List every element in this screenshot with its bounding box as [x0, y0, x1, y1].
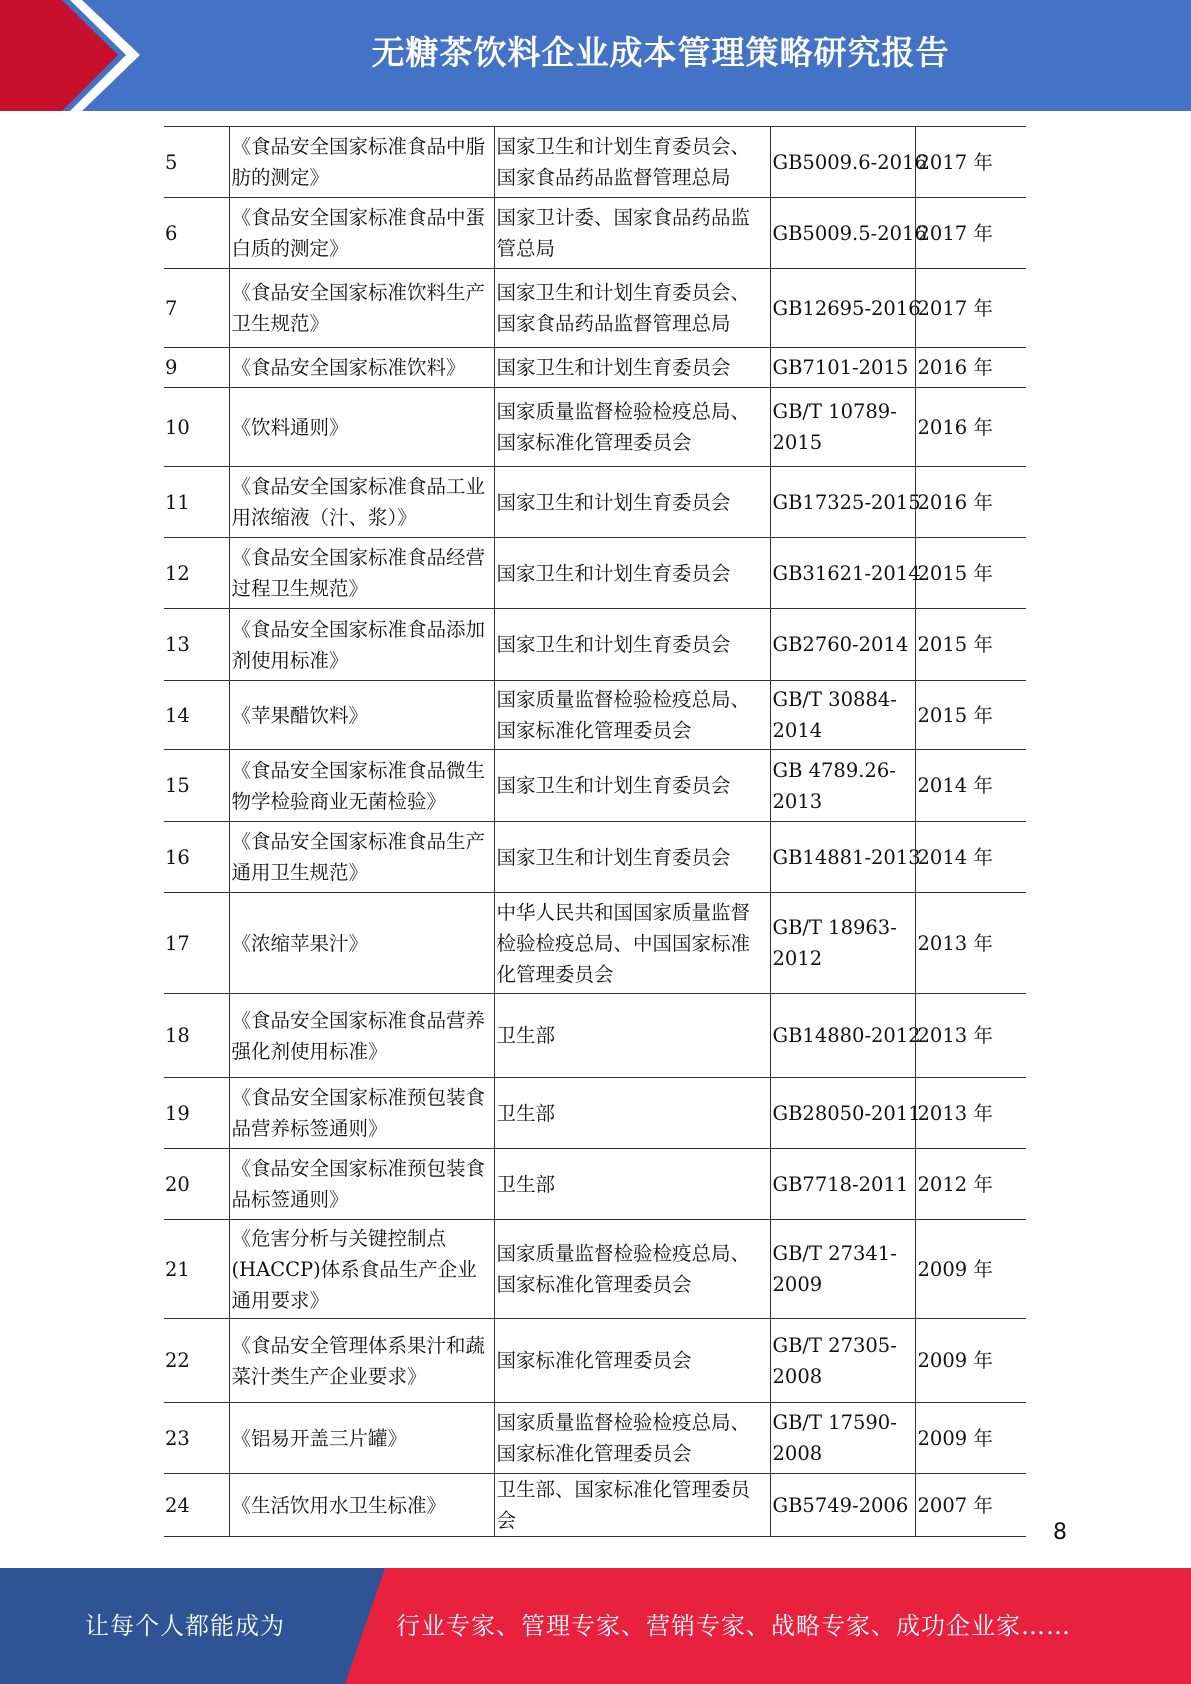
standard-code: GB/T 27341-2009 — [770, 1220, 915, 1319]
table-row — [164, 348, 1026, 388]
standard-name: 《食品安全国家标准食品经营过程卫生规范》 — [229, 538, 494, 609]
issuing-authority: 国家卫生和计划生育委员会、国家食品药品监督管理总局 — [494, 127, 770, 198]
standard-code: GB/T 30884-2014 — [770, 681, 915, 750]
effective-year: 2016 年 — [915, 467, 1026, 538]
standard-name: 《食品安全国家标准预包装食品标签通则》 — [229, 1149, 494, 1220]
standard-code: GB17325-2015 — [770, 467, 915, 538]
standard-name: 《饮料通则》 — [229, 388, 494, 467]
footer-slogan-right: 行业专家、管理专家、营销专家、战略专家、成功企业家…… — [396, 1612, 1071, 1640]
standard-name: 《食品安全国家标准食品生产通用卫生规范》 — [229, 822, 494, 893]
page-number: 8 — [1053, 1520, 1067, 1545]
standard-code: GB14881-2013 — [770, 822, 915, 893]
table-row — [164, 822, 1026, 893]
effective-year: 2015 年 — [915, 538, 1026, 609]
issuing-authority: 国家质量监督检验检疫总局、国家标准化管理委员会 — [494, 1220, 770, 1319]
standard-code: GB/T 27305-2008 — [770, 1319, 915, 1403]
footer-slogan-left: 让每个人都能成为 — [85, 1612, 285, 1640]
table-row — [164, 1220, 1026, 1319]
standard-name: 《食品安全国家标准食品工业用浓缩液（汁、浆）》 — [229, 467, 494, 538]
standards-table-container — [164, 126, 1027, 1532]
standard-code: GB12695-2016 — [770, 269, 915, 348]
row-number: 9 — [164, 348, 229, 388]
row-number: 15 — [164, 750, 229, 822]
row-number: 20 — [164, 1149, 229, 1220]
standards-table-body — [164, 127, 1026, 1537]
row-number: 23 — [164, 1403, 229, 1474]
standard-code: GB14880-2012 — [770, 994, 915, 1078]
table-row — [164, 538, 1026, 609]
issuing-authority: 卫生部 — [494, 1149, 770, 1220]
standard-name: 《食品安全国家标准食品中蛋白质的测定》 — [229, 198, 494, 269]
issuing-authority: 卫生部、国家标准化管理委员会 — [494, 1474, 770, 1537]
row-number: 24 — [164, 1474, 229, 1537]
row-number: 12 — [164, 538, 229, 609]
table-row — [164, 269, 1026, 348]
effective-year: 2017 年 — [915, 198, 1026, 269]
row-number: 16 — [164, 822, 229, 893]
effective-year: 2015 年 — [915, 609, 1026, 681]
effective-year: 2009 年 — [915, 1403, 1026, 1474]
row-number: 11 — [164, 467, 229, 538]
row-number: 5 — [164, 127, 229, 198]
standard-name: 《食品安全国家标准饮料生产卫生规范》 — [229, 269, 494, 348]
issuing-authority: 国家卫生和计划生育委员会 — [494, 348, 770, 388]
table-row — [164, 1078, 1026, 1149]
standard-code: GB31621-2014 — [770, 538, 915, 609]
effective-year: 2017 年 — [915, 127, 1026, 198]
table-row — [164, 994, 1026, 1078]
row-number: 14 — [164, 681, 229, 750]
table-row — [164, 609, 1026, 681]
issuing-authority: 卫生部 — [494, 1078, 770, 1149]
table-row — [164, 198, 1026, 269]
standard-code: GB5009.5-2016 — [770, 198, 915, 269]
standard-code: GB/T 18963-2012 — [770, 893, 915, 994]
row-number: 6 — [164, 198, 229, 269]
effective-year: 2013 年 — [915, 994, 1026, 1078]
row-number: 19 — [164, 1078, 229, 1149]
row-number: 21 — [164, 1220, 229, 1319]
standard-name: 《生活饮用水卫生标准》 — [229, 1474, 494, 1537]
standard-code: GB5009.6-2016 — [770, 127, 915, 198]
issuing-authority: 国家质量监督检验检疫总局、国家标准化管理委员会 — [494, 681, 770, 750]
table-row — [164, 1149, 1026, 1220]
standard-code: GB7718-2011 — [770, 1149, 915, 1220]
table-row — [164, 467, 1026, 538]
issuing-authority: 国家质量监督检验检疫总局、国家标准化管理委员会 — [494, 1403, 770, 1474]
header-arrow-decoration — [0, 0, 150, 111]
effective-year: 2016 年 — [915, 348, 1026, 388]
standard-code: GB/T 10789-2015 — [770, 388, 915, 467]
issuing-authority: 国家质量监督检验检疫总局、国家标准化管理委员会 — [494, 388, 770, 467]
row-number: 22 — [164, 1319, 229, 1403]
standard-name: 《食品安全国家标准饮料》 — [229, 348, 494, 388]
row-number: 13 — [164, 609, 229, 681]
issuing-authority: 卫生部 — [494, 994, 770, 1078]
standard-code: GB/T 17590-2008 — [770, 1403, 915, 1474]
standard-code: GB 4789.26-2013 — [770, 750, 915, 822]
row-number: 18 — [164, 994, 229, 1078]
effective-year: 2017 年 — [915, 269, 1026, 348]
standard-name: 《铝易开盖三片罐》 — [229, 1403, 494, 1474]
standard-name: 《危害分析与关键控制点(HACCP)体系食品生产企业通用要求》 — [229, 1220, 494, 1319]
row-number: 17 — [164, 893, 229, 994]
issuing-authority: 国家标准化管理委员会 — [494, 1319, 770, 1403]
row-number: 7 — [164, 269, 229, 348]
table-row — [164, 1474, 1026, 1537]
issuing-authority: 国家卫生和计划生育委员会 — [494, 467, 770, 538]
standard-name: 《食品安全国家标准食品添加剂使用标准》 — [229, 609, 494, 681]
issuing-authority: 国家卫生和计划生育委员会 — [494, 609, 770, 681]
effective-year: 2009 年 — [915, 1319, 1026, 1403]
standard-name: 《食品安全管理体系果汁和蔬菜汁类生产企业要求》 — [229, 1319, 494, 1403]
page-header — [0, 0, 1191, 111]
effective-year: 2007 年 — [915, 1474, 1026, 1537]
effective-year: 2016 年 — [915, 388, 1026, 467]
row-number: 10 — [164, 388, 229, 467]
table-row — [164, 750, 1026, 822]
standard-name: 《食品安全国家标准预包装食品营养标签通则》 — [229, 1078, 494, 1149]
effective-year: 2013 年 — [915, 893, 1026, 994]
standard-name: 《苹果醋饮料》 — [229, 681, 494, 750]
effective-year: 2015 年 — [915, 681, 1026, 750]
standard-code: GB5749-2006 — [770, 1474, 915, 1537]
standard-name: 《食品安全国家标准食品中脂肪的测定》 — [229, 127, 494, 198]
effective-year: 2013 年 — [915, 1078, 1026, 1149]
issuing-authority: 中华人民共和国国家质量监督检验检疫总局、中国国家标准化管理委员会 — [494, 893, 770, 994]
standard-name: 《食品安全国家标准食品微生物学检验商业无菌检验》 — [229, 750, 494, 822]
effective-year: 2014 年 — [915, 822, 1026, 893]
issuing-authority: 国家卫生和计划生育委员会、国家食品药品监督管理总局 — [494, 269, 770, 348]
page-footer — [0, 1568, 1191, 1684]
standard-code: GB28050-2011 — [770, 1078, 915, 1149]
standards-table — [164, 126, 1026, 1537]
table-row — [164, 127, 1026, 198]
issuing-authority: 国家卫计委、国家食品药品监管总局 — [494, 198, 770, 269]
report-title: 无糖茶饮料企业成本管理策略研究报告 — [371, 33, 950, 72]
table-row — [164, 388, 1026, 467]
table-row — [164, 1403, 1026, 1474]
effective-year: 2009 年 — [915, 1220, 1026, 1319]
effective-year: 2012 年 — [915, 1149, 1026, 1220]
issuing-authority: 国家卫生和计划生育委员会 — [494, 822, 770, 893]
standard-name: 《食品安全国家标准食品营养强化剂使用标准》 — [229, 994, 494, 1078]
issuing-authority: 国家卫生和计划生育委员会 — [494, 538, 770, 609]
effective-year: 2014 年 — [915, 750, 1026, 822]
issuing-authority: 国家卫生和计划生育委员会 — [494, 750, 770, 822]
table-row — [164, 893, 1026, 994]
standard-code: GB2760-2014 — [770, 609, 915, 681]
table-row — [164, 681, 1026, 750]
standard-code: GB7101-2015 — [770, 348, 915, 388]
table-row — [164, 1319, 1026, 1403]
standard-name: 《浓缩苹果汁》 — [229, 893, 494, 994]
